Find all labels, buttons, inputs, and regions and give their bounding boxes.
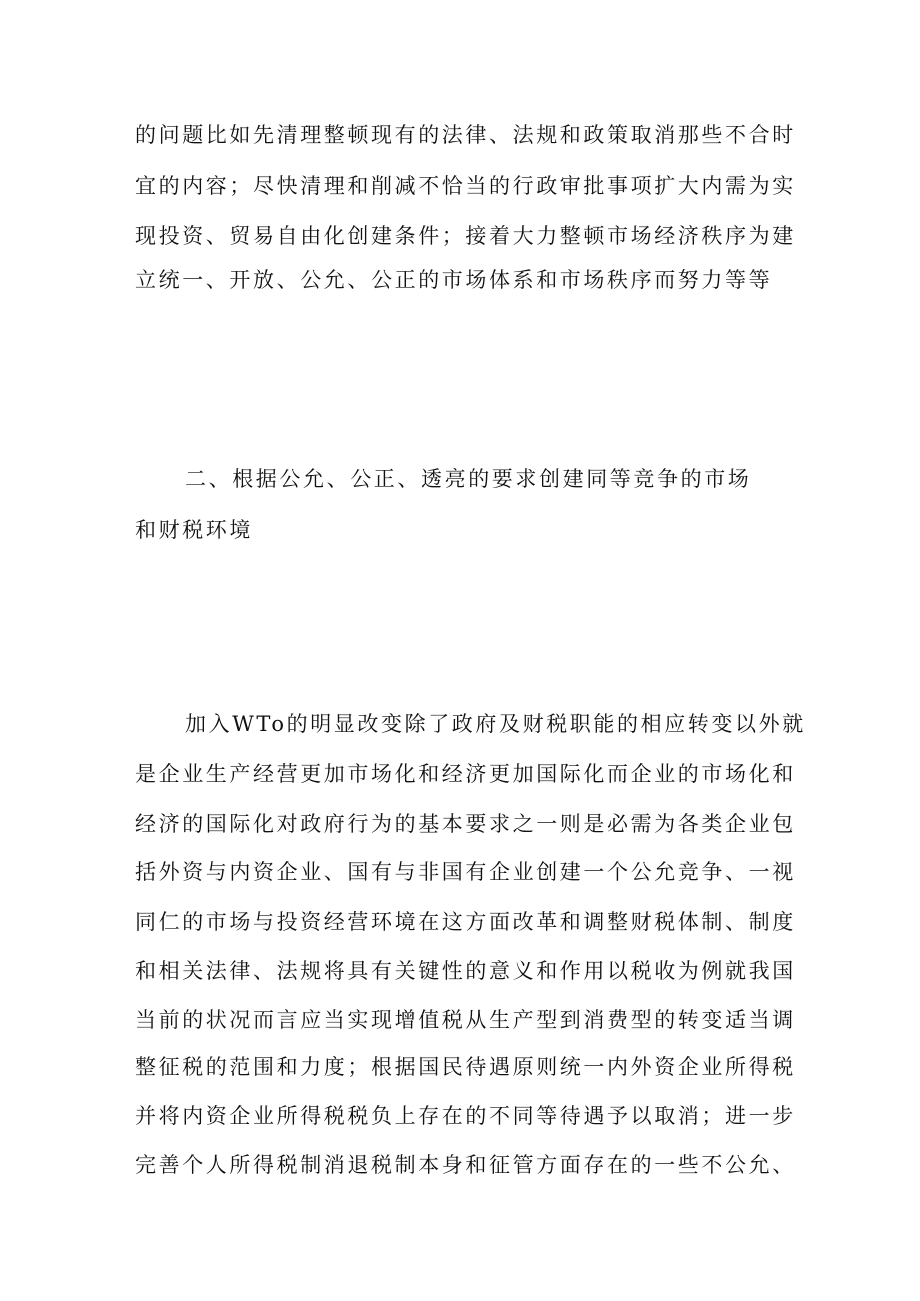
paragraph-2-line-6: 和相关法律、法规将具有关键性的意义和作用以税收为例就我国 (135, 959, 796, 983)
paragraph-1-line-4: 立统一、开放、公允、公正的市场体系和市场秩序而努力等等 (135, 268, 773, 292)
paragraph-1-line-1: 的问题比如先清理整顿现有的法律、法规和政策取消那些不合时 (135, 123, 796, 147)
paragraph-1-line-2: 宜的内容；尽快清理和削减不恰当的行政审批事项扩大内需为实 (135, 174, 796, 198)
paragraph-2-line-7: 当前的状况而言应当实现增值税从生产型到消费型的转变适当调 (135, 1008, 796, 1032)
paragraph-2-line-10: 完善个人所得税制消退税制本身和征管方面存在的一些不公允、 (135, 1153, 796, 1177)
section-heading-line-2: 和财税环境 (135, 518, 253, 542)
paragraph-2-line-4: 括外资与内资企业、国有与非国有企业创建一个公允竞争、一视 (135, 860, 796, 884)
paragraph-2-line-8: 整征税的范围和力度；根据国民待遇原则统一内外资企业所得税 (135, 1055, 796, 1079)
paragraph-2-line-2: 是企业生产经营更加市场化和经济更加国际化而企业的市场化和 (135, 762, 796, 786)
paragraph-1-line-3: 现投资、贸易自由化创建条件；接着大力整顿市场经济秩序为建 (135, 224, 796, 248)
section-heading-line-1: 二、根据公允、公正、透亮的要求创建同等竞争的市场 (185, 467, 752, 491)
paragraph-2-line-5: 同仁的市场与投资经营环境在这方面改革和调整财税体制、制度 (135, 910, 796, 934)
paragraph-2-line-9: 并将内资企业所得税税负上存在的不同等待遇予以取消；进一步 (135, 1104, 796, 1128)
paragraph-2-line-3: 经济的国际化对政府行为的基本要求之一则是必需为各类企业包 (135, 812, 796, 836)
paragraph-2-line-1: 加入WTo的明显改变除了政府及财税职能的相应转变以外就 (185, 712, 806, 736)
